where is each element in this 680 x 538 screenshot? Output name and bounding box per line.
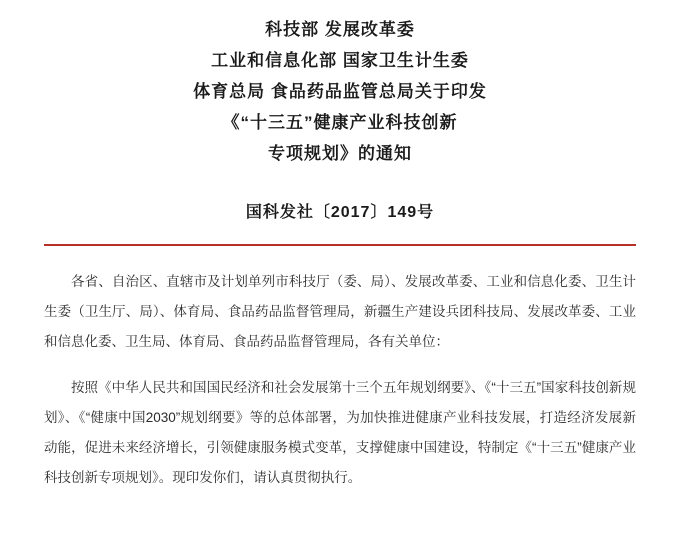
title-line-1: 科技部 发展改革委 [265,20,415,39]
red-divider-line [44,244,636,246]
title-line-3: 体育总局 食品药品监管总局关于印发 [193,82,487,101]
body-paragraph-notice: 按照《中华人民共和国国民经济和社会发展第十三个五年规划纲要》、《“十三五”国家科技创新规划》、《“健康中国2030”规划纲要》等的总体部署，为加快推进健康产业科技发展，打造经济发展新动能，促进未来经济增长，引领健康服务模式变革，支撑健康中国建设，特制定《“十三五”健康产业科技创新专项规划》。现印发你们，请认真贯彻执行。 [44,380,636,485]
document-title-block [44,0,636,169]
document-number: 国科发社〔2017〕149号 [245,204,435,221]
red-divider-wrapper [44,244,636,247]
document-body [44,267,636,493]
body-paragraph-recipients: 各省、自治区、直辖市及计划单列市科技厅（委、局）、发展改革委、工业和信息化委、卫生计生委（卫生厅、局）、体育局、食品药品监督管理局，新疆生产建设兵团科技局、发展改革委、工业和信息化委、卫生局、体育局、食品药品监督管理局，各有关单位： [44,274,636,349]
title-line-2: 工业和信息化部 国家卫生计生委 [211,51,469,70]
title-line-4: 《“十三五”健康产业科技创新 [222,113,458,132]
title-line-5: 专项规划》的通知 [268,144,412,163]
